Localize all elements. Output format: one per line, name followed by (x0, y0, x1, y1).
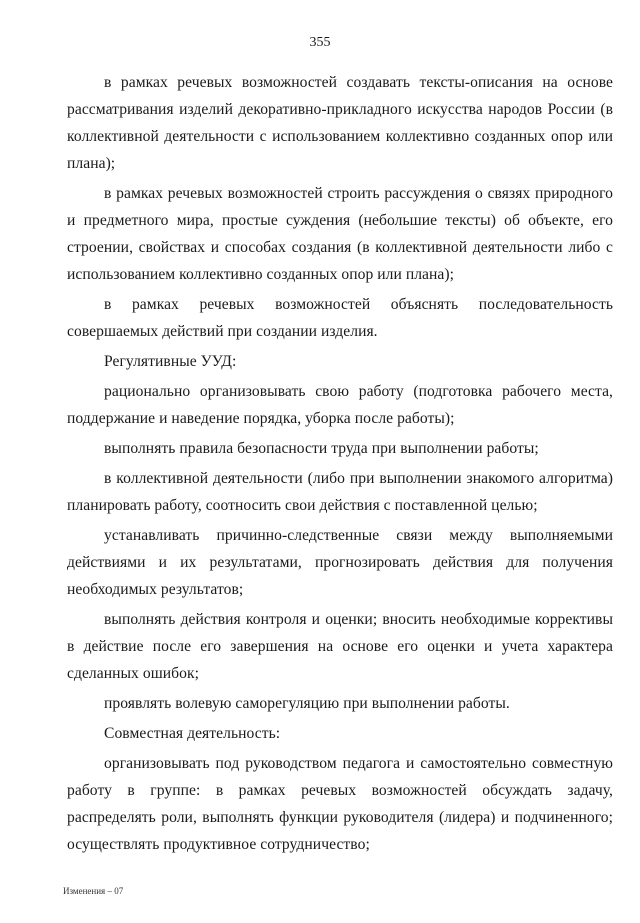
paragraph: выполнять правила безопасности труда при выполнении работы; (104, 440, 539, 457)
paragraph: в рамках речевых возможностей объяснять последовательность совершаемых действий при создании изделия. (67, 296, 613, 340)
paragraph: проявлять волевую саморегуляцию при выполнении работы. (104, 695, 510, 712)
section-heading: Регулятивные УУД: (104, 353, 237, 370)
footer-note: Изменения – 07 (63, 886, 124, 896)
paragraph: выполнять действия контроля и оценки; вносить необходимые коррективы в действие после его завершения на основе его оценки и учета характера сделанных ошибок; (67, 611, 613, 682)
paragraph: в коллективной деятельности (либо при выполнении знакомого алгоритма) планировать работу, соотносить свои действия с поставленной целью; (67, 470, 613, 514)
paragraph: в рамках речевых возможностей строить рассуждения о связях природного и предметного мира, простые суждения (небольшие тексты) об объекте, его строении, свойствах и способах создания (в коллективной деятельности либо с использованием коллективно созданных опор или плана); (67, 185, 613, 283)
paragraph: устанавливать причинно-следственные связи между выполняемыми действиями и их результатами, прогнозировать действия для получения необходимых результатов; (67, 527, 613, 598)
paragraph: в рамках речевых возможностей создавать тексты-описания на основе рассматривания изделий декоративно-прикладного искусства народов России (в коллективной деятельности с использованием коллективно созданных опор или плана); (67, 74, 613, 172)
section-heading: Совместная деятельность: (104, 725, 281, 742)
paragraph: рационально организовывать свою работу (подготовка рабочего места, поддержание и наведение порядка, уборка после работы); (67, 383, 613, 427)
page-number: 355 (309, 35, 331, 50)
document-body (67, 69, 613, 858)
paragraph: организовывать под руководством педагога и самостоятельно совместную работу в группе: в рамках речевых возможностей обсуждать задачу, распределять роли, выполнять функции руководителя (лидера) и подчиненного; осуществлять продуктивное сотрудничество; (67, 755, 613, 853)
